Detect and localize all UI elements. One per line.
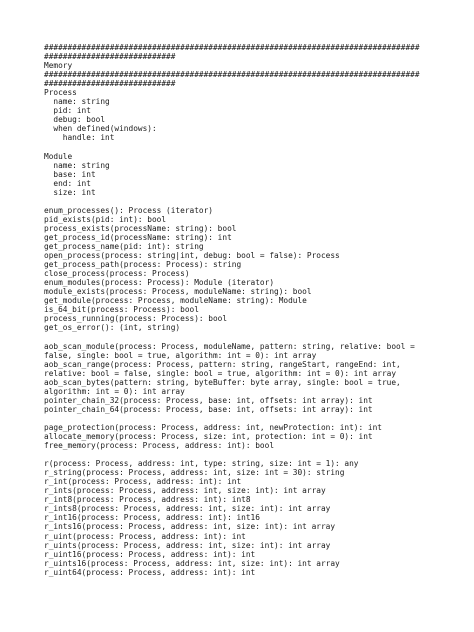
code-line: r_ints8(process: Process, address: int, size: int): int array xyxy=(44,504,331,514)
document-body xyxy=(44,43,464,577)
blank-line xyxy=(44,414,464,423)
code-line: r_int8(process: Process, address: int): int8 xyxy=(44,495,251,505)
code-line: name: string xyxy=(44,97,110,107)
code-line: page_protection(process: Process, address: int, newProtection: int): int xyxy=(44,422,382,432)
code-line: get_process_name(pid: int): string xyxy=(44,242,204,252)
code-line: close_process(process: Process) xyxy=(44,269,190,279)
code-line: r_ints16(process: Process, address: int, size: int): int array xyxy=(44,522,336,532)
section-divider: ################################################################################ xyxy=(44,70,420,80)
code-line: module_exists(process: Process, moduleName: string): bool xyxy=(44,287,312,297)
code-line: enum_modules(process: Process): Module (iterator) xyxy=(44,278,275,288)
code-line: r_ints(process: Process, address: int, size: int): int array xyxy=(44,486,326,496)
code-line: pointer_chain_32(process: Process, base: int, offsets: int array): int xyxy=(44,395,373,405)
code-line: allocate_memory(process: Process, size: int, protection: int = 0): int xyxy=(44,432,373,442)
code-line: size: int xyxy=(44,187,96,197)
code-line: r_int16(process: Process, address: int): int16 xyxy=(44,513,260,523)
code-line: end: int xyxy=(44,178,91,188)
blank-line xyxy=(44,143,464,152)
code-line: aob_scan_module(process: Process, moduleName, pattern: string, relative: bool = xyxy=(44,341,415,351)
code-line: relative: bool = false, single: bool = true, algorithm: int = 0): int array xyxy=(44,368,397,378)
code-line: base: int xyxy=(44,169,96,179)
code-line: get_os_error(): (int, string) xyxy=(44,323,181,333)
code-line: r_uints(process: Process, address: int, size: int): int array xyxy=(44,540,331,550)
code-line: algorithm: int = 0): int array xyxy=(44,386,185,396)
code-line: enum_processes(): Process (iterator) xyxy=(44,205,213,215)
code-line: pid: int xyxy=(44,106,91,116)
section-heading: Memory xyxy=(44,61,73,71)
code-line: debug: bool xyxy=(44,115,106,125)
code-line: get_process_path(process: Process): string xyxy=(44,260,242,270)
code-line: process_exists(processName: string): bool xyxy=(44,223,237,233)
code-line: get_process_id(processName: string): int xyxy=(44,232,232,242)
code-line: r_uint64(process: Process, address: int): int xyxy=(44,567,256,577)
code-line: aob_scan_range(process: Process, pattern: string, rangeStart, rangeEnd: int, xyxy=(44,359,401,369)
code-line: pointer_chain_64(process: Process, base: int, offsets: int array): int xyxy=(44,404,373,414)
code-line: Process xyxy=(44,88,77,98)
blank-line xyxy=(44,450,464,459)
code-line: r(process: Process, address: int, type: string, size: int = 1): any xyxy=(44,459,359,469)
code-line: free_memory(process: Process, address: int): bool xyxy=(44,441,275,451)
code-line: open_process(process: string|int, debug: bool = false): Process xyxy=(44,251,340,261)
code-line: aob_scan_bytes(pattern: string, byteBuffer: byte array, single: bool = true, xyxy=(44,377,401,387)
section-divider: ############################ xyxy=(44,79,176,89)
blank-line xyxy=(44,197,464,206)
code-line: get_module(process: Process, moduleName: string): Module xyxy=(44,296,307,306)
blank-line xyxy=(44,333,464,342)
code-line: process_running(process: Process): bool xyxy=(44,314,228,324)
code-line: Module xyxy=(44,151,73,161)
code-line: when defined(windows): xyxy=(44,124,157,134)
code-line: is_64_bit(process: Process): bool xyxy=(44,305,199,315)
code-line: r_int(process: Process, address: int): int xyxy=(44,477,242,487)
code-line: r_string(process: Process, address: int, size: int = 30): string xyxy=(44,468,345,478)
code-line: r_uint(process: Process, address: int): int xyxy=(44,531,246,541)
code-line: name: string xyxy=(44,160,110,170)
section-divider: ############################ xyxy=(44,52,176,62)
code-line: pid_exists(pid: int): bool xyxy=(44,214,167,224)
code-line: r_uint16(process: Process, address: int): int xyxy=(44,549,256,559)
code-line: handle: int xyxy=(44,133,115,143)
code-line: false, single: bool = true, algorithm: int = 0): int array xyxy=(44,350,317,360)
code-line: r_uints16(process: Process, address: int, size: int): int array xyxy=(44,558,340,568)
section-divider: ################################################################################ xyxy=(44,43,420,52)
